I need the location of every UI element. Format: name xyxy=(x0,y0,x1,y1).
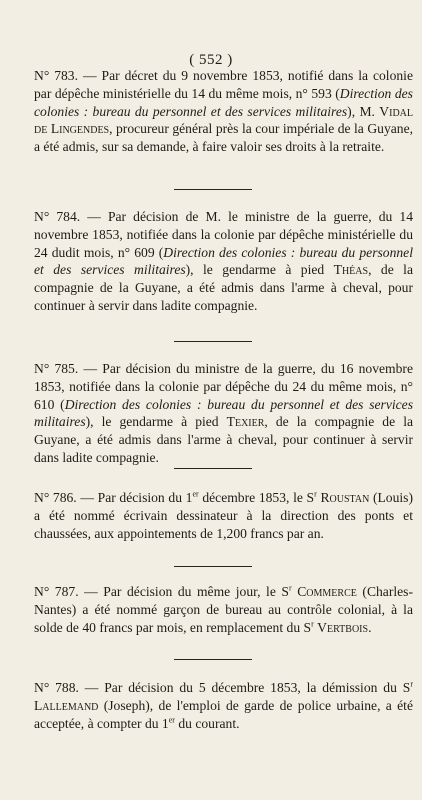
entry-number: N° 785. xyxy=(34,361,79,376)
entry-783: N° 783. — Par décret du 9 novembre 1853, notifié dans la colonie par dépêche ministérielle du 14 du même mois, n° 593 (Direction des colonies : bureau du personnel et des services militaires), M. Vidal de Lingendes, procureur général près la cour impériale de la Guyane, a été admis, sur sa demande, à faire valoir ses droits à la retraite. xyxy=(34,68,413,155)
entry-786: N° 786. — Par décision du 1er décembre 1853, le $S^r$ Roustan (Louis) a été nommé écrivain dessinateur à la direction des ponts et chaussées, aux appointements de 1,200 francs par an. xyxy=(34,489,413,541)
entry-number: N° 787. xyxy=(34,584,79,599)
separator-rule xyxy=(174,566,252,567)
person-name: Théas xyxy=(333,262,369,278)
entry-788: N° 788. — Par décision du 5 décembre 1853, la démission du $S^r$ Lallemand (Joseph), de l'emploi de garde de police urbaine, a été acceptée, à compter du 1er du courant. xyxy=(34,679,413,731)
person-name: Vidal de Lingendes xyxy=(34,103,413,137)
person-name: Lallemand xyxy=(34,697,99,713)
page-number: ( 552 ) xyxy=(189,52,233,68)
separator-rule xyxy=(174,341,252,342)
entry-number: N° 783. xyxy=(34,68,78,83)
person-name: Vertbois xyxy=(317,619,369,635)
entry-number: N° 788. xyxy=(34,680,79,695)
separator-rule xyxy=(174,659,252,660)
entry-787: N° 787. — Par décision du même jour, le $S^r$ Commerce (Charles-Nantes) a été nommé garçon de bureau au contrôle colonial, à la solde de 40 francs par mois, en remplacement du $S^r$ Vertbois. xyxy=(34,583,413,635)
person-name: Roustan xyxy=(320,490,370,505)
person-name: Texier xyxy=(226,414,265,430)
entry-785: N° 785. — Par décision du ministre de la guerre, du 16 novembre 1853, notifiée dans la colonie par dépêche du 24 du même mois, n° 610 (Direction des colonies : bureau du personnel et des services militaires), le gendarme à pied Texier, de la compagnie de la Guyane, a été admis dans l'arme à cheval, pour continuer à servir dans ladite compagnie. xyxy=(34,361,413,465)
entry-number: N° 786. xyxy=(34,490,77,505)
entry-784: N° 784. — Par décision de M. le ministre de la guerre, du 14 novembre 1853, notifiée dans la colonie par dépêche ministérielle du 24 dudit mois, n° 609 (Direction des colonies : bureau du personnel et des services militaires), le gendarme à pied Théas, de la compagnie de la Guyane, a été admis dans l'arme à cheval, pour continuer à servir dans ladite compagnie. xyxy=(34,209,413,313)
separator-rule xyxy=(174,189,252,190)
person-name: Commerce xyxy=(297,584,357,599)
separator-rule xyxy=(174,468,252,469)
entry-number: N° 784. xyxy=(34,209,81,224)
